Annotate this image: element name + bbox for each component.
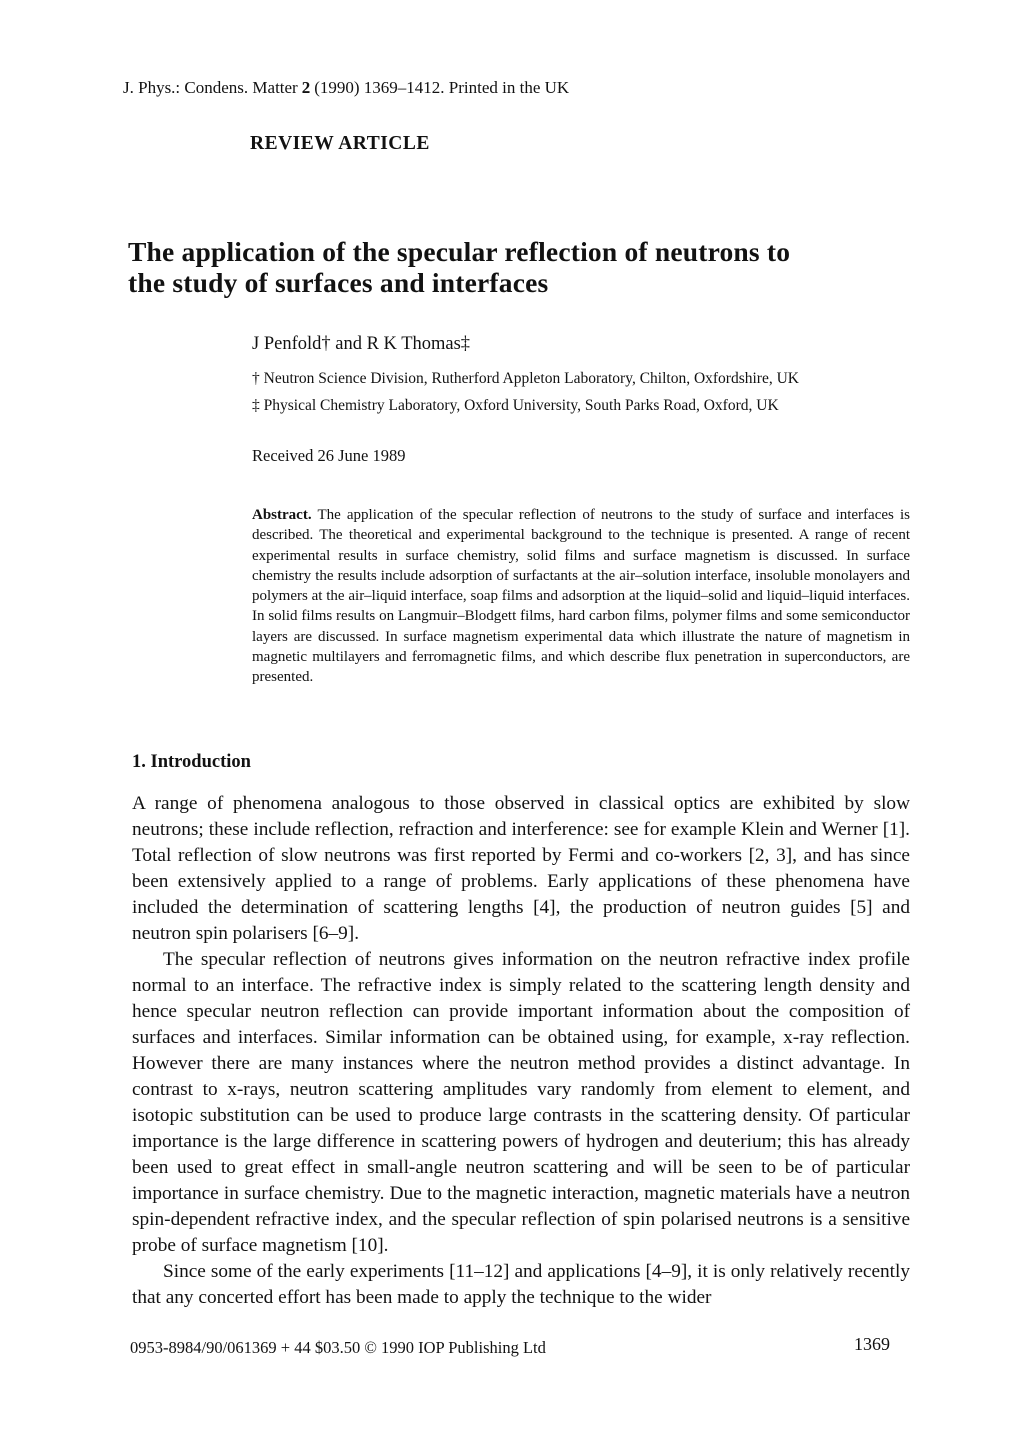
received-date: Received 26 June 1989 [252, 446, 406, 465]
authors-line: J Penfold† and R K Thomas‡ [252, 334, 471, 354]
affiliation-line-2: ‡ Physical Chemistry Laboratory, Oxford University, South Parks Road, Oxford, UK [252, 396, 779, 414]
page-number: 1369 [854, 1334, 890, 1354]
introduction-body [132, 791, 910, 1311]
abstract-text: The application of the specular reflection of neutrons to the study of surface and interfaces is described. The theoretical and experimental background to the technique is presented. A range of recent experimental results in surface chemistry, solid films and surface magnetism is discussed. In surface chemistry the results include adsorption of surfactants at the air–solution interface, insoluble monolayers and polymers at the air–liquid interface, soap films and adsorption at the liquid–solid and liquid–liquid interfaces. In solid films results on Langmuir–Blodgett films, hard carbon films, polymer films and some semiconductor layers are discussed. In surface magnetism experimental data which illustrate the nature of magnetism in magnetic multilayers and ferromagnetic films, and which describe flux penetration in superconductors, are presented. [252, 507, 910, 686]
imprint-line: 0953-8984/90/061369 + 44 $03.50 © 1990 IOP Publishing Ltd [130, 1338, 546, 1357]
section-heading-introduction: 1. Introduction [132, 752, 251, 772]
abstract-label: Abstract. [252, 507, 312, 523]
affiliation-line-1: † Neutron Science Division, Rutherford Appleton Laboratory, Chilton, Oxfordshire, UK [252, 370, 799, 387]
paper-title [128, 236, 790, 298]
intro-paragraph-3: Since some of the early experiments [11–12] and applications [4–9], it is only relatively recently that any concerted effort has been made to apply the technique to the wider [132, 1261, 910, 1308]
journal-header [123, 78, 569, 98]
article-type-label: REVIEW ARTICLE [250, 133, 430, 154]
affiliations-block [252, 366, 799, 419]
intro-paragraph-2: The specular reflection of neutrons gives information on the neutron refractive index profile normal to an interface. The refractive index is simply related to the scattering length density and hence specular neutron reflection can provide important information about the composition of surfaces and interfaces. Similar information can be obtained using, for example, x-ray reflection. However there are many instances where the neutron method provides a distinct advantage. In contrast to x-rays, neutron scattering amplitudes vary randomly from element to element, and isotopic substitution can be used to produce large contrasts in the scattering density. Of particular importance is the large difference in scattering powers of hydrogen and deuterium; this has already been used to great effect in small-angle neutron scattering and will be seen to be of particular importance in surface chemistry. Due to the magnetic interaction, magnetic materials have a neutron spin-dependent refractive index, and the specular reflection of spin polarised neutrons is a sensitive probe of surface magnetism [10]. [132, 949, 910, 1256]
journal-name: J. Phys.: Condens. Matter [123, 78, 298, 97]
paper-title-line-2: the study of surfaces and interfaces [128, 267, 549, 298]
abstract-paragraph [252, 505, 910, 688]
journal-volume: 2 [301, 78, 311, 97]
paper-title-line-1: The application of the specular reflection of neutrons to [128, 236, 791, 267]
intro-paragraph-1: A range of phenomena analogous to those observed in classical optics are exhibited by slow neutrons; these include reflection, refraction and interference: see for example Klein and Werner [1]. Total reflection of slow neutrons was first reported by Fermi and co-workers [2, 3], and has since been extensively applied to a range of problems. Early applications of these phenomena have included the determination of scattering lengths [4], the production of neutron guides [5] and neutron spin polarisers [6–9]. [132, 793, 910, 944]
journal-issue-info: (1990) 1369–1412. Printed in the UK [314, 78, 570, 97]
